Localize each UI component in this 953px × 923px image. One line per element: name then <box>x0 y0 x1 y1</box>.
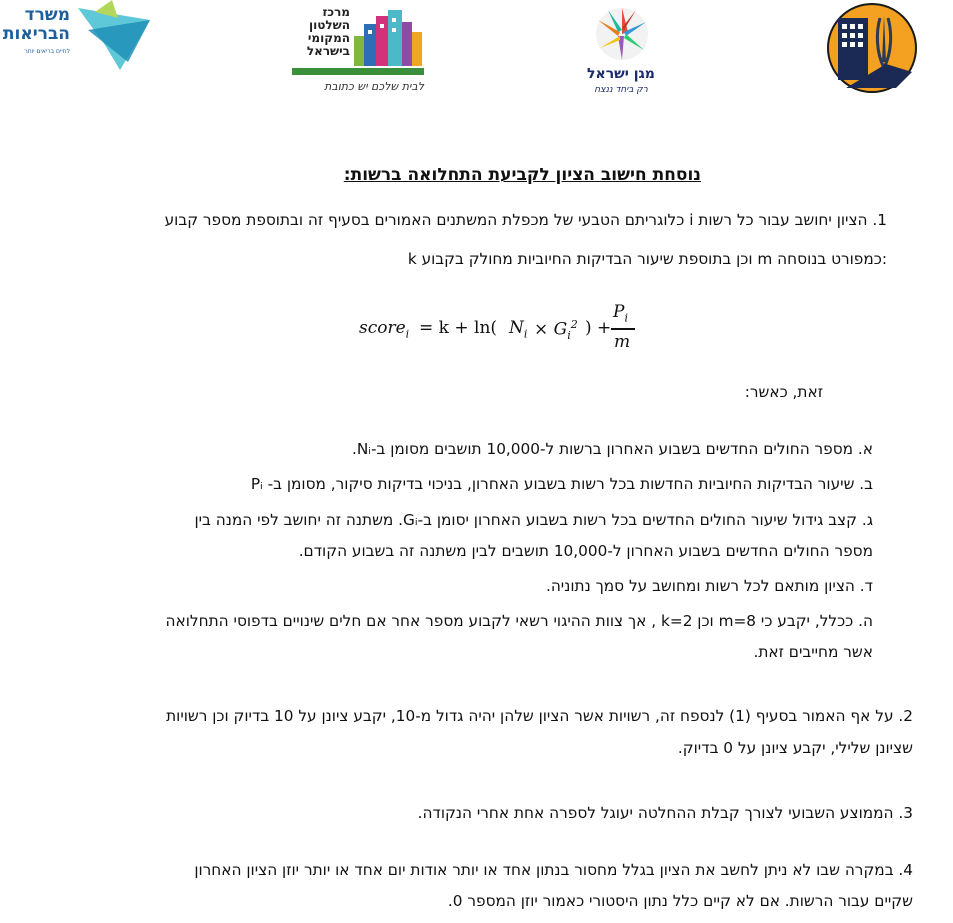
magen-name: מגן ישראל <box>587 66 655 82</box>
magen-tagline: רק ביחד ננצח <box>594 85 648 95</box>
formula-times-G: × $G_i^2$ <box>534 318 578 343</box>
formula-close: ) + <box>585 318 612 338</box>
item-c-line-1: ג. קצב גידול שיעור החולים החדשים בכל רשות בשבוע האחרון יסומן ב-Gᵢ. משתנה זה יחושב לפי המנה בין <box>194 511 873 529</box>
local-gov-line4: בישראל <box>306 44 350 58</box>
formula-eq: = k + ln( <box>419 318 498 338</box>
paragraph-2-line-1: 2. על אף האמור בסעיף (1) לנספח זה, רשויות אשר הציון שלהן יהיה גדול מ-10, יקבע ציונן על 10 בדיוק וכן רשויות <box>166 707 913 725</box>
formula-denominator: m <box>614 332 631 352</box>
formula-N: $N_i$ <box>509 318 528 341</box>
formula-score: score <box>359 318 406 338</box>
local-gov-line1: מרכז <box>322 5 350 19</box>
formula-sub-i: i <box>405 327 410 341</box>
moh-name-line1: משרד <box>24 5 70 25</box>
score-formula <box>359 302 639 358</box>
moh-name-line2: הבריאות <box>2 24 70 44</box>
magen-israel-logo <box>586 6 660 98</box>
formula-fraction-bar <box>611 328 635 330</box>
item-e-line-2: אשר מחייבים זאת. <box>753 643 873 661</box>
item-c-line-2: מספר החולים החדשים בשבוע האחרון ל-10,000 תושבים לבין משתנה זה בשבוע הקודם. <box>298 542 873 560</box>
paragraph-3: 3. הממוצע השבועי לצורך קבלת ההחלטה יעוגל לספרה אחת אחרי הנקודה. <box>417 804 913 822</box>
paragraph-1-line-1: 1. הציון יחושב עבור כל רשות i כלוגריתם הטבעי של מכפלת המשתנים האמורים בסעיף זה ובתוספת מספר קבוע <box>164 211 887 229</box>
formula-lhs <box>359 318 409 340</box>
paragraph-4-line-2: שקיים עבור הרשות. אם לא קיים כלל נתון היסטורי כאמור יוזן המספר 0. <box>447 892 913 910</box>
paragraph-4-line-1: 4. במקרה שבו לא ניתן לחשב את הציון בגלל מחסור בנתון אחד או יותר אודות יום אחד או יותר יוזן הציון האחרון <box>194 861 913 879</box>
hands-icon <box>594 6 650 62</box>
local-gov-tagline: לבית שלכם יש כתובת <box>324 80 424 93</box>
item-b: ב. שיעור הבדיקות החיוביות החדשות בכל רשות בשבוע האחרון, בניכוי בדיקות סיקור, מסומן ב- Pᵢ <box>250 475 873 493</box>
buildings-icon <box>354 10 422 66</box>
local-government-logo <box>292 6 432 98</box>
home-front-emblem-icon <box>826 2 918 94</box>
moh-tagline: לחיים בריאים יותר <box>24 48 70 55</box>
paragraph-2-line-2: שציונן שלילי, יקבע ציונן על 0 בדיוק. <box>677 739 913 757</box>
document-title: נוסחת חישוב הציון לקביעת התחלואה ברשות: <box>343 165 701 185</box>
local-gov-line2: השלטון <box>309 18 350 32</box>
item-e-line-1: ה. ככלל, יקבע כי m=8 וכן k=2 , אך צוות ההיגוי רשאי לקבוע מספר אחר אם חלים שינויים בדפוסי התחלואה <box>165 612 873 630</box>
item-a: א. מספר החולים החדשים בשבוע האחרון ברשות ל-10,000 תושבים מסומן ב-Nᵢ. <box>351 440 873 458</box>
local-gov-line3: המקומי <box>307 31 350 45</box>
paragraph-1-line-2: k וכן בתוספת שיעור הבדיקות החיוביות מחולק בקבוע m כמפורט בנוסחה: <box>407 250 887 268</box>
item-d: ד. הציון מותאם לכל רשות ומחושב על סמך נתוניה. <box>545 577 873 595</box>
ministry-of-health-logo <box>0 0 170 80</box>
formula-numerator: $P_i$ <box>613 302 628 325</box>
where-label: זאת, כאשר: <box>744 383 823 401</box>
home-front-command-logo <box>826 2 918 94</box>
local-gov-underline <box>292 68 424 75</box>
